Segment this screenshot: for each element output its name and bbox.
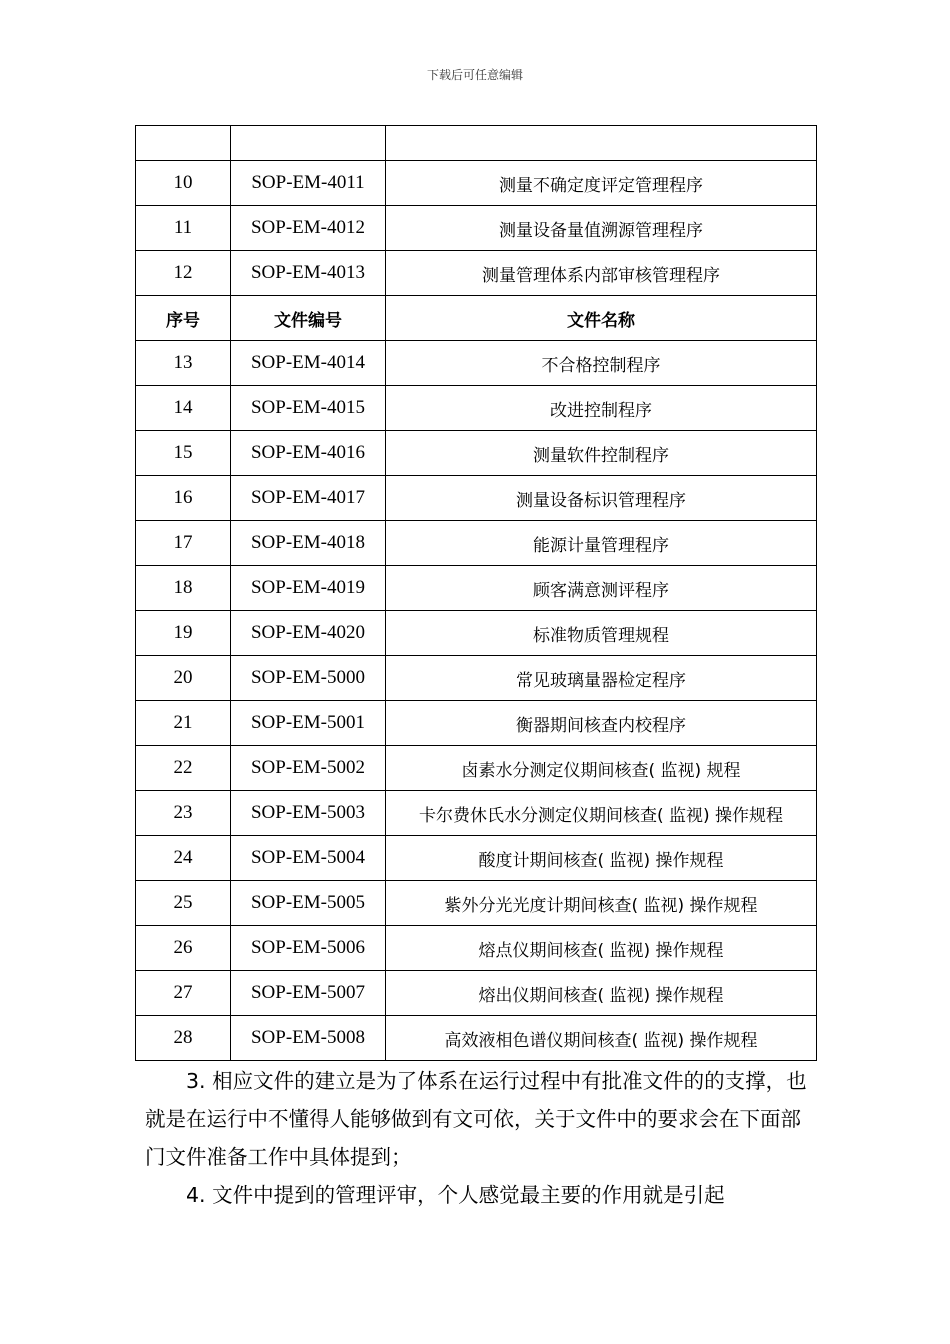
cell-number: 25 [136,881,231,926]
cell-file-name: 常见玻璃量器检定程序 [386,656,817,701]
cell-file-name: 酸度计期间核查( 监视) 操作规程 [386,836,817,881]
table-row [136,431,817,476]
cell-number: 15 [136,431,231,476]
paragraph-4: 4. 文件中提到的管理评审，个人感觉最主要的作用就是引起 [186,1183,725,1207]
cell-number: 11 [136,206,231,251]
cell-number: 12 [136,251,231,296]
cell-file-name: 衡器期间核查内校程序 [386,701,817,746]
cell-file-name: 卡尔费休氏水分测定仪期间核查( 监视) 操作规程 [386,791,817,836]
table-row [136,971,817,1016]
cell-file-name: 高效液相色谱仪期间核查( 监视) 操作规程 [386,1016,817,1061]
cell-number: 27 [136,971,231,1016]
cell-number: 19 [136,611,231,656]
cell-file-code: SOP-EM-5002 [231,746,386,791]
table-row [136,341,817,386]
cell-file-code: SOP-EM-5003 [231,791,386,836]
cell-file-code: SOP-EM-4015 [231,386,386,431]
table-body [136,126,817,1061]
cell-file-code: SOP-EM-4020 [231,611,386,656]
table-header-row [136,296,817,341]
table-row [136,206,817,251]
cell-file-code: SOP-EM-4018 [231,521,386,566]
table-row [136,1016,817,1061]
cell-file-name: 顾客满意测评程序 [386,566,817,611]
cell-file-name: 熔出仪期间核查( 监视) 操作规程 [386,971,817,1016]
cell-number: 18 [136,566,231,611]
cell-file-code: SOP-EM-5000 [231,656,386,701]
table-row [136,656,817,701]
table-row [136,701,817,746]
cell-file-code: SOP-EM-5008 [231,1016,386,1061]
cell-number: 23 [136,791,231,836]
table-row [136,251,817,296]
header-note: 下载后可任意编辑 [426,68,523,82]
cell-file-code: SOP-EM-4011 [231,161,386,206]
cell-number: 22 [136,746,231,791]
cell-file-name: 标准物质管理规程 [386,611,817,656]
table-row [136,126,817,161]
document-table [135,125,817,1061]
table-row [136,836,817,881]
cell-number: 26 [136,926,231,971]
cell-file-name: 卤素水分测定仪期间核查( 监视) 规程 [386,746,817,791]
table-row [136,566,817,611]
cell-file-name: 测量管理体系内部审核管理程序 [386,251,817,296]
cell-file-code: SOP-EM-4019 [231,566,386,611]
body-text [145,1062,810,1214]
cell-file-name: 测量软件控制程序 [386,431,817,476]
cell-number: 10 [136,161,231,206]
cell-file-name: 紫外分光光度计期间核查( 监视) 操作规程 [386,881,817,926]
table-row [136,791,817,836]
cell-number: 24 [136,836,231,881]
cell-file-code [231,126,386,161]
header-cell-file-name: 文件名称 [386,296,817,341]
table-row [136,746,817,791]
cell-file-code: SOP-EM-4012 [231,206,386,251]
cell-file-name: 测量设备标识管理程序 [386,476,817,521]
cell-number: 14 [136,386,231,431]
cell-file-name: 测量不确定度评定管理程序 [386,161,817,206]
table-row [136,881,817,926]
cell-number [136,126,231,161]
header-cell-file-code: 文件编号 [231,296,386,341]
cell-file-code: SOP-EM-4014 [231,341,386,386]
cell-file-code: SOP-EM-5004 [231,836,386,881]
cell-file-code: SOP-EM-4013 [231,251,386,296]
cell-file-name: 改进控制程序 [386,386,817,431]
paragraph-3: 3. 相应文件的建立是为了体系在运行过程中有批准文件的的支撑，也就是在运行中不懂得人能够做到有文可依，关于文件中的要求会在下面部门文件准备工作中具体提到； [145,1069,807,1169]
cell-file-name: 能源计量管理程序 [386,521,817,566]
cell-file-name: 测量设备量值溯源管理程序 [386,206,817,251]
cell-file-code: SOP-EM-5005 [231,881,386,926]
cell-file-name: 不合格控制程序 [386,341,817,386]
header-cell-number: 序号 [136,296,231,341]
cell-file-name: 熔点仪期间核查( 监视) 操作规程 [386,926,817,971]
cell-file-code: SOP-EM-5007 [231,971,386,1016]
table-row [136,521,817,566]
cell-number: 28 [136,1016,231,1061]
cell-number: 13 [136,341,231,386]
cell-number: 17 [136,521,231,566]
cell-file-name [386,126,817,161]
cell-file-code: SOP-EM-4016 [231,431,386,476]
cell-number: 16 [136,476,231,521]
table-row [136,161,817,206]
table-row [136,926,817,971]
table-row [136,611,817,656]
cell-file-code: SOP-EM-4017 [231,476,386,521]
cell-file-code: SOP-EM-5001 [231,701,386,746]
cell-number: 20 [136,656,231,701]
table-row [136,386,817,431]
table-row [136,476,817,521]
cell-file-code: SOP-EM-5006 [231,926,386,971]
cell-number: 21 [136,701,231,746]
